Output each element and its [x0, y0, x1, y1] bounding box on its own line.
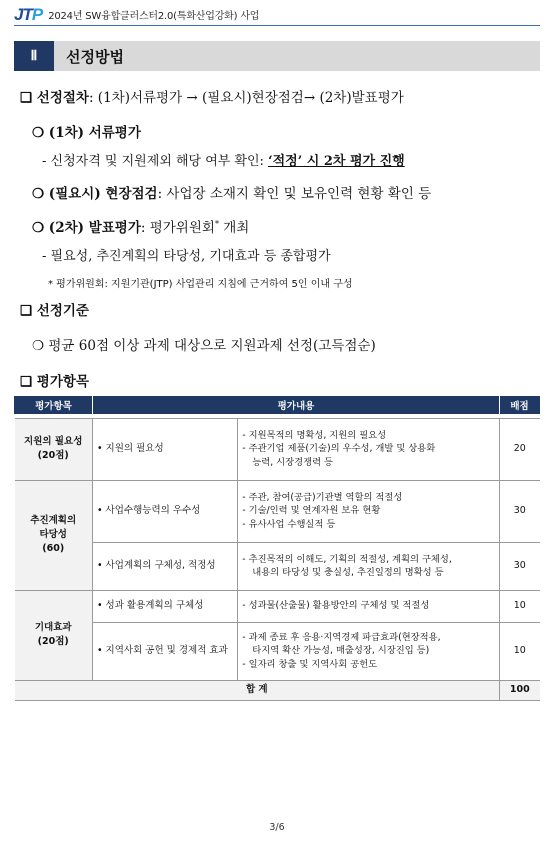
stage2-title: ❍ (2차) 발표평가: 평가위원회* 개최	[32, 219, 250, 236]
table-total-row	[15, 680, 540, 700]
table-row	[15, 590, 540, 622]
item-contribution: • 지역사회 공헌 및 경제적 효과	[92, 622, 237, 680]
item-plan: • 사업계획의 구체성, 적정성	[92, 542, 237, 590]
score-plan: 30	[500, 542, 540, 590]
section-title: 선정방법	[54, 41, 540, 71]
table-row	[15, 622, 540, 680]
section-heading	[14, 41, 540, 71]
evaluation-table	[14, 396, 540, 701]
section-number: Ⅱ	[14, 41, 54, 71]
content-necessity: - 지원목적의 명확성, 지원의 필요성 - 주관기업 제품(기술)의 우수성, 개발 및 상용화 능력, 시장경쟁력 등	[238, 418, 500, 480]
stage-onsite: ❍ (필요시) 현장점검: 사업장 소재지 확인 및 보유인력 현황 확인 등	[32, 186, 432, 202]
content-plan: - 추진목적의 이해도, 기획의 적절성, 계획의 구체성, 내용의 타당성 및 충실성, 추진일정의 명확성 등	[238, 542, 500, 590]
item-necessity: • 지원의 필요성	[92, 418, 237, 480]
table-header-row	[15, 396, 540, 414]
content-capability: - 주관, 참여(공급)기관별 역할의 적절성 - 기술/인력 및 연계자원 보유 현황 - 유사사업 수행실적 등	[238, 480, 500, 542]
criteria-title: ❑ 선정기준	[20, 303, 89, 319]
selection-procedure: ❑ 선정절차: (1차)서류평가 → (필요시)현장점검→ (2차)발표평가	[20, 90, 404, 106]
evaluation-title: ❑ 평가항목	[20, 374, 89, 390]
jtp-logo: JTP	[14, 5, 43, 24]
stage1-detail: - 신청자격 및 지원제외 해당 여부 확인: ‘적정’ 시 2차 평가 진행	[42, 154, 405, 169]
total-score: 100	[500, 680, 540, 700]
score-contribution: 10	[500, 622, 540, 680]
score-capability: 30	[500, 480, 540, 542]
score-outcome: 10	[500, 590, 540, 622]
score-necessity: 20	[500, 418, 540, 480]
table-row	[15, 542, 540, 590]
header-score: 배점	[500, 396, 540, 414]
criteria-text: ❍ 평균 60점 이상 과제 대상으로 지원과제 선정(고득점순)	[32, 338, 376, 354]
content-outcome: - 성과물(산출물) 활용방안의 구체성 및 적절성	[238, 590, 500, 622]
page-number: 3/6	[269, 822, 285, 833]
area-effect: 기대효과 (20점)	[15, 590, 93, 680]
page-header	[14, 4, 540, 26]
header-title: 2024년 SW융합클러스터2.0(특화산업강화) 사업	[48, 11, 260, 22]
table-row	[15, 418, 540, 480]
committee-note: * 평가위원회: 지원기관(JTP) 사업관리 지침에 근거하여 5인 이내 구성	[48, 279, 353, 290]
stage1-title: ❍ (1차) 서류평가	[32, 125, 141, 141]
area-necessity: 지원의 필요성 (20점)	[15, 418, 93, 480]
stage1-emphasis: ‘적정’ 시 2차 평가 진행	[268, 154, 405, 169]
total-label: 합 계	[15, 680, 500, 700]
header-area: 평가항목	[15, 396, 93, 414]
item-outcome: • 성과 활용계획의 구체성	[92, 590, 237, 622]
item-capability: • 사업수행능력의 우수성	[92, 480, 237, 542]
stage2-detail: - 필요성, 추진계획의 타당성, 기대효과 등 종합평가	[42, 249, 331, 264]
content-contribution: - 과제 종료 후 응용·지역경제 파급효과(현장적용, 타지역 확산 가능성, 매출성장, 시장진입 등) - 일자리 창출 및 지역사회 공헌도	[238, 622, 500, 680]
table-row	[15, 480, 540, 542]
area-plan: 추진계획의 타당성 (60)	[15, 480, 93, 590]
header-content: 평가내용	[92, 396, 499, 414]
